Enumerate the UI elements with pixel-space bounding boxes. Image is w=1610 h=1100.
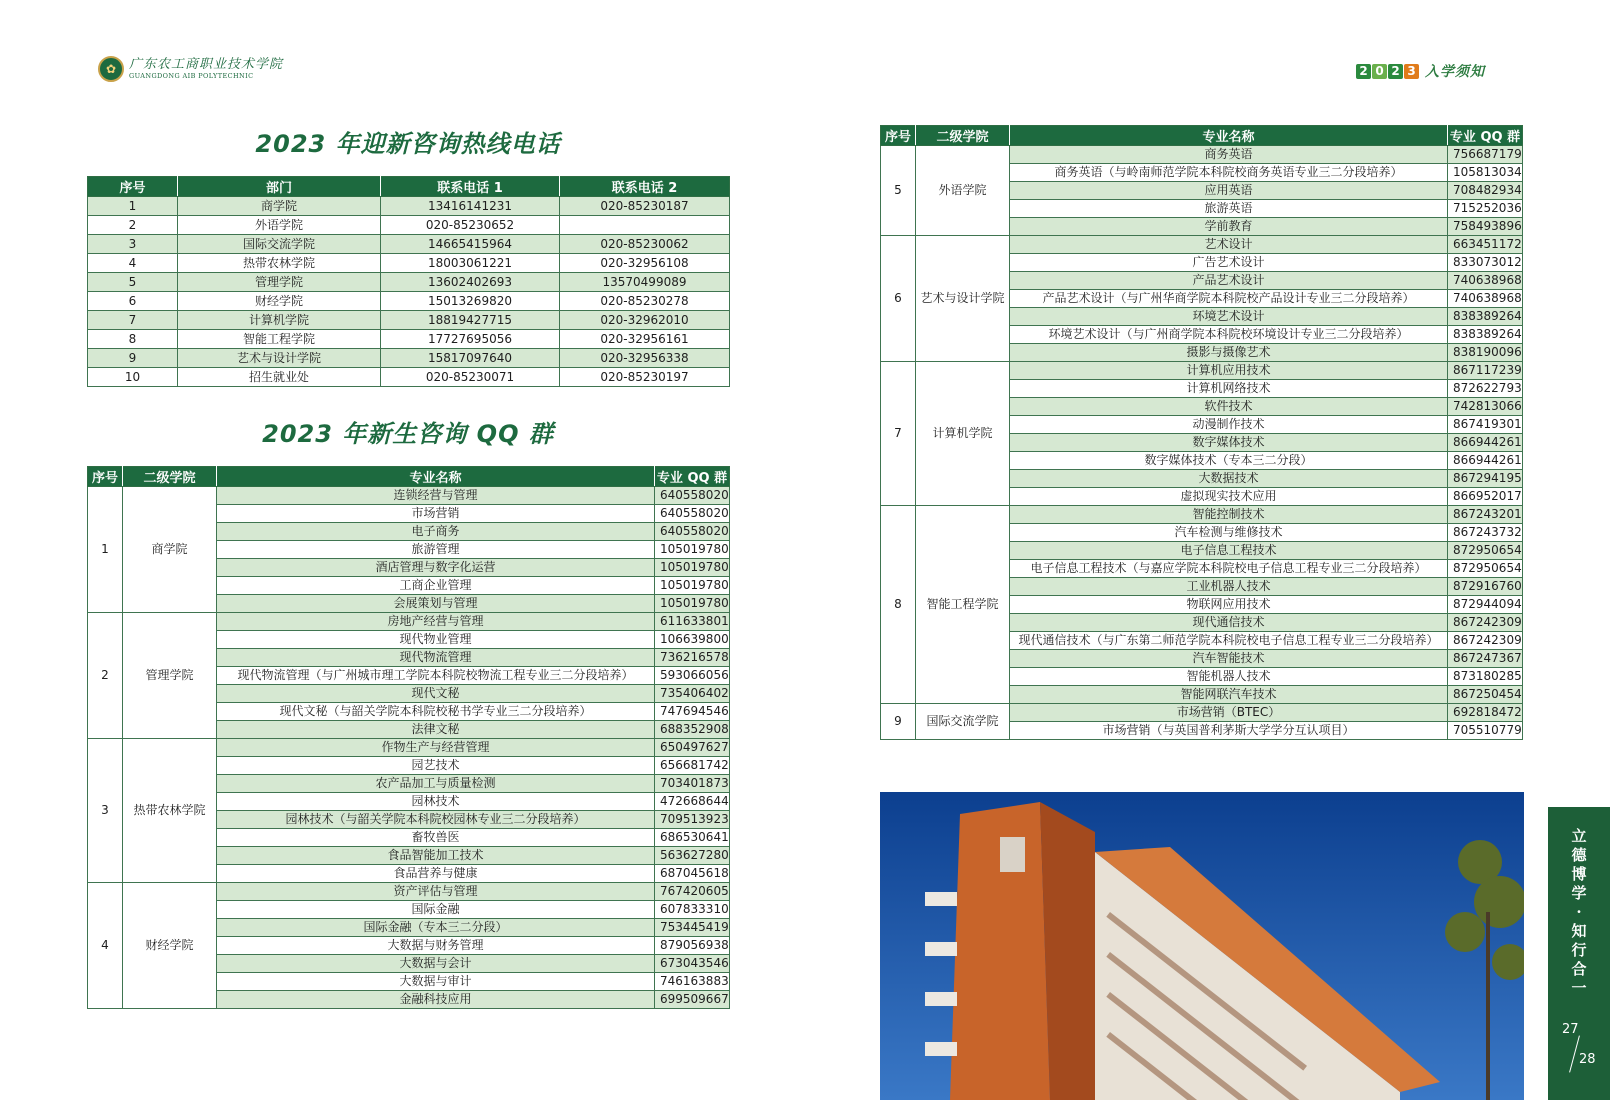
side-band — [1548, 807, 1610, 1100]
table-cell: 国际交流学院 — [178, 235, 381, 254]
table-cell: 13416141231 — [381, 197, 560, 216]
college-name: 艺术与设计学院 — [916, 236, 1010, 362]
college-name: 商学院 — [123, 487, 217, 613]
hotline-row — [88, 235, 730, 254]
qq-group-number: 866944261 — [1448, 434, 1523, 452]
major-name: 食品营养与健康 — [217, 865, 655, 883]
motto-char: 学 — [1571, 884, 1587, 902]
table-cell: 18003061221 — [381, 254, 560, 273]
qq-group-number: 867243732 — [1448, 524, 1523, 542]
column-header: 二级学院 — [916, 126, 1010, 146]
hotline-row — [88, 197, 730, 216]
major-name: 商务英语（与岭南师范学院本科院校商务英语专业三二分段培养） — [1010, 164, 1448, 182]
major-name: 电子信息工程技术 — [1010, 542, 1448, 560]
qq-group-number: 866952017 — [1448, 488, 1523, 506]
college-name: 管理学院 — [123, 613, 217, 739]
major-name: 农产品加工与质量检测 — [217, 775, 655, 793]
major-name: 园林技术（与韶关学院本科院校园林专业三二分段培养） — [217, 811, 655, 829]
qq-group-number: 867243201 — [1448, 506, 1523, 524]
page-numbers — [1556, 1017, 1606, 1077]
major-name: 智能网联汽车技术 — [1010, 686, 1448, 704]
major-name: 现代物业管理 — [217, 631, 655, 649]
major-name: 大数据与会计 — [217, 955, 655, 973]
qq-group-number: 736216578 — [655, 649, 730, 667]
major-name: 工业机器人技术 — [1010, 578, 1448, 596]
major-name: 商务英语 — [1010, 146, 1448, 164]
major-name: 应用英语 — [1010, 182, 1448, 200]
table-cell: 艺术与设计学院 — [178, 349, 381, 368]
motto-char: 博 — [1571, 865, 1587, 883]
qq-group-number: 872622793 — [1448, 380, 1523, 398]
qq-header-row — [88, 467, 730, 487]
qq-group-number: 105019780 — [655, 595, 730, 613]
major-name: 会展策划与管理 — [217, 595, 655, 613]
table-cell: 计算机学院 — [178, 311, 381, 330]
qq-group-number: 735406402 — [655, 685, 730, 703]
major-name: 作物生产与经营管理 — [217, 739, 655, 757]
table-row — [88, 487, 730, 505]
qq-group-number: 753445419 — [655, 919, 730, 937]
hotline-table — [87, 176, 730, 387]
major-name: 食品智能加工技术 — [217, 847, 655, 865]
qq-group-number: 838389264 — [1448, 308, 1523, 326]
table-cell: 热带农林学院 — [178, 254, 381, 273]
qq-group-number: 106639800 — [655, 631, 730, 649]
qq-group-number: 673043546 — [655, 955, 730, 973]
hotline-row — [88, 349, 730, 368]
qq-group-number: 867242309 — [1448, 614, 1523, 632]
college-number: 6 — [881, 236, 916, 362]
table-cell: 13602402693 — [381, 273, 560, 292]
brand-header — [1356, 61, 1485, 81]
qq-group-number: 872950654 — [1448, 560, 1523, 578]
hotline-row — [88, 216, 730, 235]
table-row — [881, 704, 1523, 722]
column-header: 专业 QQ 群 — [655, 467, 730, 487]
major-name: 动漫制作技术 — [1010, 416, 1448, 434]
major-name: 现代通信技术 — [1010, 614, 1448, 632]
year-digit: 2 — [1356, 64, 1371, 79]
college-number: 7 — [881, 362, 916, 506]
table-row — [88, 739, 730, 757]
major-name: 园艺技术 — [217, 757, 655, 775]
qq-group-number: 838190096 — [1448, 344, 1523, 362]
table-cell: 财经学院 — [178, 292, 381, 311]
qq-group-number: 563627280 — [655, 847, 730, 865]
qq-group-number: 687045618 — [655, 865, 730, 883]
qq-group-number: 740638968 — [1448, 272, 1523, 290]
qq-group-number: 105019780 — [655, 577, 730, 595]
qq-group-number: 708482934 — [1448, 182, 1523, 200]
college-number: 1 — [88, 487, 123, 613]
table-cell — [560, 216, 730, 235]
school-name-cn: 广东农工商职业技术学院 — [129, 57, 284, 73]
qq-group-number: 715252036 — [1448, 200, 1523, 218]
campus-building-photo — [880, 792, 1524, 1100]
column-header: 序号 — [881, 126, 916, 146]
qq-group-number: 705510779 — [1448, 722, 1523, 740]
table-cell: 15817097640 — [381, 349, 560, 368]
college-name: 计算机学院 — [916, 362, 1010, 506]
column-header: 专业名称 — [217, 467, 655, 487]
qq-group-number: 105019780 — [655, 541, 730, 559]
table-cell: 10 — [88, 368, 178, 387]
qq-group-number: 872950654 — [1448, 542, 1523, 560]
hotline-header-row — [88, 177, 730, 197]
qq-group-number: 747694546 — [655, 703, 730, 721]
hotline-row — [88, 292, 730, 311]
motto-char: 知 — [1571, 922, 1587, 940]
qq-group-number: 611633801 — [655, 613, 730, 631]
major-name: 酒店管理与数字化运营 — [217, 559, 655, 577]
table-cell: 020-85230062 — [560, 235, 730, 254]
qq-group-number: 742813066 — [1448, 398, 1523, 416]
column-header: 专业名称 — [1010, 126, 1448, 146]
major-name: 学前教育 — [1010, 218, 1448, 236]
school-name-en: GUANGDONG AIB POLYTECHNIC — [129, 72, 254, 81]
year-digit: 0 — [1372, 64, 1387, 79]
qq-group-number: 663451172 — [1448, 236, 1523, 254]
qq-group-number: 767420605 — [655, 883, 730, 901]
major-name: 汽车检测与维修技术 — [1010, 524, 1448, 542]
hotline-row — [88, 368, 730, 387]
major-name: 国际金融 — [217, 901, 655, 919]
major-name: 金融科技应用 — [217, 991, 655, 1009]
major-name: 连锁经营与管理 — [217, 487, 655, 505]
qq-table-left — [87, 466, 730, 1009]
table-cell: 020-32956108 — [560, 254, 730, 273]
major-name: 国际金融（专本三二分段） — [217, 919, 655, 937]
major-name: 房地产经营与管理 — [217, 613, 655, 631]
major-name: 智能控制技术 — [1010, 506, 1448, 524]
major-name: 电子信息工程技术（与嘉应学院本科院校电子信息工程专业三二分段培养） — [1010, 560, 1448, 578]
major-name: 广告艺术设计 — [1010, 254, 1448, 272]
table-cell: 020-85230187 — [560, 197, 730, 216]
qq-group-number: 873180285 — [1448, 668, 1523, 686]
major-name: 现代通信技术（与广东第二师范学院本科院校电子信息工程专业三二分段培养） — [1010, 632, 1448, 650]
college-number: 4 — [88, 883, 123, 1009]
column-header: 联系电话 1 — [381, 177, 560, 197]
qq-group-number: 699509667 — [655, 991, 730, 1009]
college-number: 8 — [881, 506, 916, 704]
motto-char: 立 — [1571, 827, 1587, 845]
qq-group-number: 656681742 — [655, 757, 730, 775]
qq-group-number: 650497627 — [655, 739, 730, 757]
qq-group-number: 105813034 — [1448, 164, 1523, 182]
major-name: 工商企业管理 — [217, 577, 655, 595]
table-cell: 8 — [88, 330, 178, 349]
qq-group-number: 740638968 — [1448, 290, 1523, 308]
qq-table-right — [880, 125, 1523, 740]
hotline-row — [88, 273, 730, 292]
page-number-left: 27 — [1562, 1022, 1579, 1037]
major-name: 市场营销 — [217, 505, 655, 523]
major-name: 汽车智能技术 — [1010, 650, 1448, 668]
motto-char: 德 — [1571, 846, 1587, 864]
table-cell: 7 — [88, 311, 178, 330]
qq-group-number: 688352908 — [655, 721, 730, 739]
major-name: 大数据技术 — [1010, 470, 1448, 488]
table-cell: 020-85230652 — [381, 216, 560, 235]
motto-char: 一 — [1571, 979, 1587, 997]
major-name: 产品艺术设计 — [1010, 272, 1448, 290]
school-emblem-icon: ✿ — [98, 56, 124, 82]
qq-group-number: 686530641 — [655, 829, 730, 847]
major-name: 现代文秘 — [217, 685, 655, 703]
college-number: 5 — [881, 146, 916, 236]
table-cell: 020-32962010 — [560, 311, 730, 330]
major-name: 现代物流管理 — [217, 649, 655, 667]
hotline-title: 2023 年迎新咨询热线电话 — [255, 130, 561, 158]
qq-group-number: 756687179 — [1448, 146, 1523, 164]
table-cell: 1 — [88, 197, 178, 216]
major-name: 现代文秘（与韶关学院本科院校秘书学专业三二分段培养） — [217, 703, 655, 721]
qq-group-number: 872916760 — [1448, 578, 1523, 596]
table-row — [88, 883, 730, 901]
table-cell: 14665415964 — [381, 235, 560, 254]
college-name: 智能工程学院 — [916, 506, 1010, 704]
table-cell: 2 — [88, 216, 178, 235]
qq-group-number: 640558020 — [655, 505, 730, 523]
major-name: 产品艺术设计（与广州华商学院本科院校产品设计专业三二分段培养） — [1010, 290, 1448, 308]
table-cell: 020-85230071 — [381, 368, 560, 387]
major-name: 智能机器人技术 — [1010, 668, 1448, 686]
qq-group-number: 872944094 — [1448, 596, 1523, 614]
qq-title: 2023 年新生咨询 QQ 群 — [262, 420, 554, 448]
qq-group-number: 866944261 — [1448, 452, 1523, 470]
qq-header-row — [881, 126, 1523, 146]
hotline-row — [88, 330, 730, 349]
qq-group-number: 867419301 — [1448, 416, 1523, 434]
column-header: 专业 QQ 群 — [1448, 126, 1523, 146]
table-cell: 4 — [88, 254, 178, 273]
major-name: 数字媒体技术（专本三二分段） — [1010, 452, 1448, 470]
table-cell: 020-32956161 — [560, 330, 730, 349]
major-name: 环境艺术设计 — [1010, 308, 1448, 326]
major-name: 法律文秘 — [217, 721, 655, 739]
major-name: 数字媒体技术 — [1010, 434, 1448, 452]
major-name: 艺术设计 — [1010, 236, 1448, 254]
major-name: 大数据与财务管理 — [217, 937, 655, 955]
major-name: 计算机应用技术 — [1010, 362, 1448, 380]
qq-group-number: 105019780 — [655, 559, 730, 577]
major-name: 现代物流管理（与广州城市理工学院本科院校物流工程专业三二分段培养） — [217, 667, 655, 685]
table-cell: 9 — [88, 349, 178, 368]
column-header: 部门 — [178, 177, 381, 197]
qq-group-number: 867294195 — [1448, 470, 1523, 488]
table-cell: 13570499089 — [560, 273, 730, 292]
major-name: 虚拟现实技术应用 — [1010, 488, 1448, 506]
qq-group-number: 692818472 — [1448, 704, 1523, 722]
major-name: 摄影与摄像艺术 — [1010, 344, 1448, 362]
column-header: 二级学院 — [123, 467, 217, 487]
major-name: 大数据与审计 — [217, 973, 655, 991]
major-name: 资产评估与管理 — [217, 883, 655, 901]
major-name: 旅游管理 — [217, 541, 655, 559]
qq-group-number: 879056938 — [655, 937, 730, 955]
qq-group-number: 867242309 — [1448, 632, 1523, 650]
table-cell: 5 — [88, 273, 178, 292]
table-cell: 管理学院 — [178, 273, 381, 292]
table-row — [881, 236, 1523, 254]
motto-char: · — [1576, 903, 1582, 921]
table-cell: 3 — [88, 235, 178, 254]
qq-group-number: 838389264 — [1448, 326, 1523, 344]
motto-char: 行 — [1571, 941, 1587, 959]
school-logo — [98, 56, 283, 82]
qq-group-number: 709513923 — [655, 811, 730, 829]
qq-group-number: 758493896 — [1448, 218, 1523, 236]
major-name: 环境艺术设计（与广州商学院本科院校环境设计专业三二分段培养） — [1010, 326, 1448, 344]
qq-group-number: 593066056 — [655, 667, 730, 685]
brand-title: 入学须知 — [1425, 64, 1485, 80]
table-cell: 商学院 — [178, 197, 381, 216]
table-cell: 智能工程学院 — [178, 330, 381, 349]
major-name: 市场营销（BTEC） — [1010, 704, 1448, 722]
table-row — [881, 146, 1523, 164]
column-header: 联系电话 2 — [560, 177, 730, 197]
major-name: 计算机网络技术 — [1010, 380, 1448, 398]
page-number-right: 28 — [1579, 1052, 1596, 1067]
major-name: 物联网应用技术 — [1010, 596, 1448, 614]
college-number: 9 — [881, 704, 916, 740]
major-name: 园林技术 — [217, 793, 655, 811]
college-name: 外语学院 — [916, 146, 1010, 236]
major-name: 旅游英语 — [1010, 200, 1448, 218]
column-header: 序号 — [88, 177, 178, 197]
major-name: 软件技术 — [1010, 398, 1448, 416]
qq-group-number: 867250454 — [1448, 686, 1523, 704]
college-name: 国际交流学院 — [916, 704, 1010, 740]
table-cell: 020-85230278 — [560, 292, 730, 311]
college-number: 3 — [88, 739, 123, 883]
table-cell: 020-32956338 — [560, 349, 730, 368]
table-row — [881, 362, 1523, 380]
column-header: 序号 — [88, 467, 123, 487]
table-row — [881, 506, 1523, 524]
qq-group-number: 640558020 — [655, 523, 730, 541]
year-digit: 3 — [1404, 64, 1419, 79]
major-name: 畜牧兽医 — [217, 829, 655, 847]
table-cell: 020-85230197 — [560, 368, 730, 387]
table-cell: 招生就业处 — [178, 368, 381, 387]
qq-group-number: 607833310 — [655, 901, 730, 919]
year-digit: 2 — [1388, 64, 1403, 79]
table-row — [88, 613, 730, 631]
table-cell: 15013269820 — [381, 292, 560, 311]
qq-group-number: 472668644 — [655, 793, 730, 811]
hotline-row — [88, 311, 730, 330]
major-name: 市场营销（与英国普利茅斯大学学分互认项目） — [1010, 722, 1448, 740]
table-cell: 6 — [88, 292, 178, 311]
college-name: 热带农林学院 — [123, 739, 217, 883]
college-name: 财经学院 — [123, 883, 217, 1009]
qq-group-number: 833073012 — [1448, 254, 1523, 272]
college-number: 2 — [88, 613, 123, 739]
motto-char: 合 — [1571, 960, 1587, 978]
table-cell: 17727695056 — [381, 330, 560, 349]
hotline-row — [88, 254, 730, 273]
qq-group-number: 640558020 — [655, 487, 730, 505]
qq-group-number: 746163883 — [655, 973, 730, 991]
table-cell: 外语学院 — [178, 216, 381, 235]
qq-group-number: 703401873 — [655, 775, 730, 793]
qq-group-number: 867117239 — [1448, 362, 1523, 380]
table-cell: 18819427715 — [381, 311, 560, 330]
motto — [1548, 827, 1610, 998]
major-name: 电子商务 — [217, 523, 655, 541]
qq-group-number: 867247367 — [1448, 650, 1523, 668]
